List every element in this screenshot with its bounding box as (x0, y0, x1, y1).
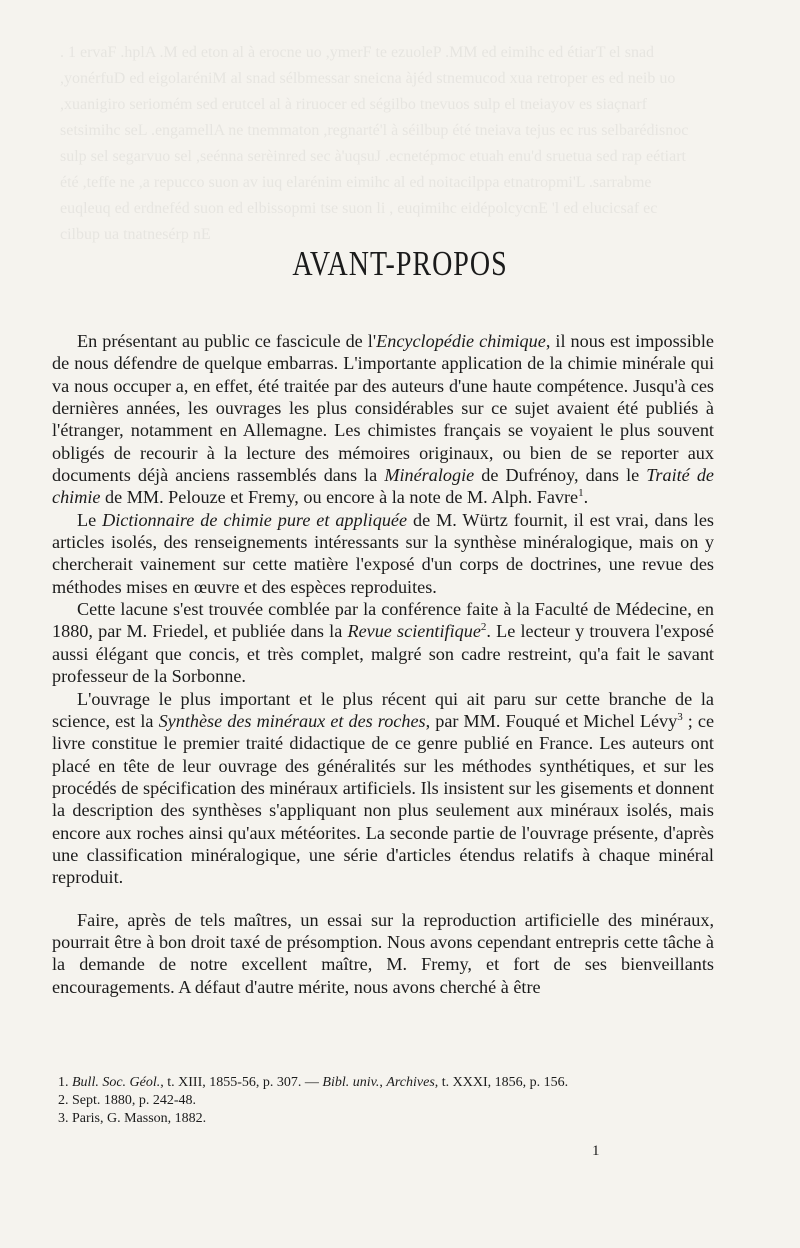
footnote-ref: 3 (677, 710, 683, 723)
italic-text: Dictionnaire de chimie pure et appliquée (102, 509, 408, 530)
page-title: AVANT-PROPOS (292, 244, 508, 284)
text-run: de Dufrénoy, dans le (474, 465, 647, 486)
page-number: 1 (592, 1143, 600, 1159)
main-text (52, 330, 714, 998)
paragraph-3 (52, 598, 714, 687)
show-through-background: . 1 ervaF .hplA .M ed eton al à erocne uo ,ymerF te ezuoleP .MM ed eimihc ed étiarT el snad ,yonérfuD ed eigolaréniM al snad sélbmessar sneicna àjéd stnemucod xua retroper es ed neib uo ,xuanigiro seriomém sed erutcel al à riruocer ed ségilbo tnevuos sulp el tneiayov es siaçnarf setsimihc seL .engamellA ne tnemmaton ,regnarté'l à séilbup été tneiava tejus ec rus selbarédisnoc sulp sel segarvuo sel ,seénna serèinred sec à'uqsuJ .ecnetépmoc etuah enu'd sruetua sed rap eétiart été ,teffe ne ,a repucco suon av iuq elarénim eimihc al ed noitacilppa etnatropmi'L .sarrabme euqleuq ed erdneféd suon ed elbissopmi tse suon li , euqimihc eidépolcycnE 'l ed elucicsaf ec cilbup ua tnatnesérp nE (60, 44, 689, 243)
text-run: 2. Sept. 1880, p. 242-48. (58, 1093, 197, 1108)
italic-text: Revue scientifique (347, 621, 481, 642)
text-run: 3. Paris, G. Masson, 1882. (58, 1111, 207, 1126)
paragraph-4 (52, 688, 714, 889)
paragraph-2 (52, 509, 714, 598)
text-run: l' (367, 331, 377, 351)
text-run: . Le lecteur y trouvera l'exposé aussi élégant que concis, et très complet, malgré son cadre restreint, qu'a fait le savant professeur de la Sorbonne. (52, 621, 714, 687)
text-run: de MM. Pelouze et Fremy, ou encore à la note de M. Alph. Favre (100, 487, 579, 508)
text-run: Le (77, 509, 103, 530)
text-run: , par MM. Fouqué et Michel Lévy (425, 710, 678, 731)
text-run: de M. Würtz fournit, il est vrai, dans les articles isolés, des renseignements intéressants sur la synthèse minéralogique, mais on y chercherait vainement sur cette matière l'exposé d'un corps de doctrines, une revue des méthodes mises en œuvre et des espèces reproduites. (52, 509, 714, 597)
footnotes (58, 1074, 708, 1128)
text-run: En présentant au public ce fascicule de (77, 331, 368, 351)
text-run: Faire, après de tels maîtres, un essai sur la reproduction artificielle des minéraux, pourrait être à bon droit taxé de présomption. Nous avons cependant entrepris cette tâche à la demande de notre excellent maître, M. Fremy, et fort de ses bienveillants encouragements. A défaut d'autre mérite, nous avons cherché à être (52, 909, 714, 997)
text-run: , t. XIII, 1855-56, p. 307. — (160, 1075, 323, 1090)
footnote-ref: 1 (578, 487, 584, 500)
text-run: L'ouvrage le plus important et le plus récent qui ait paru sur cette branche de la science, est la (52, 688, 714, 731)
italic-text: Archives (386, 1075, 435, 1090)
footnote-3 (58, 1110, 708, 1128)
italic-text: Minéralogie (384, 465, 475, 486)
text-run: 1. (58, 1075, 72, 1090)
text-run: , il nous est impossible de nous défendre de quelque embarras. L'importante application de la chimie minérale qui va nous occuper a, en effet, été traitée par des auteurs d'une haute compétence. Jusqu'à ces dernières années, les ouvrages les plus considérables sur ce sujet avaient été publiés à l'étranger, notamment en Allemagne. Les chimistes français se voyaient le plus souvent obligés de recourir à la lecture des mémoires originaux, ou bien de se reporter aux documents déjà anciens rassemblés dans la (52, 331, 715, 486)
text-run: ; ce livre constitue le premier traité didactique de ce genre publié en France. Les auteurs ont placé en tête de leur ouvrage des généralités sur les méthodes synthétiques, et sur les procédés de spécification des minéraux artificiels. Ils insistent sur les gisements et donnent la description des synthèses s'appliquant non plus seulement aux minéraux isolés, mais encore aux roches ainsi qu'aux météorites. La seconde partie de l'ouvrage présente, d'après une classification minéralogique, une série d'articles étendus relatifs à chaque minéral reproduit. (52, 710, 715, 888)
paragraph-5 (52, 909, 714, 998)
italic-text: Synthèse des minéraux et des roches (158, 710, 426, 731)
italic-text: Encyclopédie chimique (376, 331, 546, 351)
text-run: . (583, 487, 589, 508)
footnote-1 (58, 1074, 708, 1092)
footnote-ref: 2 (480, 621, 487, 634)
footnote-2 (58, 1092, 708, 1110)
italic-text: Traité de chimie (52, 465, 714, 508)
italic-text: Bibl. univ. (322, 1075, 380, 1090)
text-run: , t. XXXI, 1856, p. 156. (434, 1075, 569, 1090)
text-run: Cette lacune s'est trouvée comblée par la conférence faite à la Faculté de Médecine, en 1880, par M. Friedel, et publiée dans la (52, 599, 714, 642)
paragraph-1 (52, 330, 714, 509)
italic-text: Bull. Soc. Géol. (72, 1075, 161, 1090)
text-run: , (379, 1075, 387, 1090)
